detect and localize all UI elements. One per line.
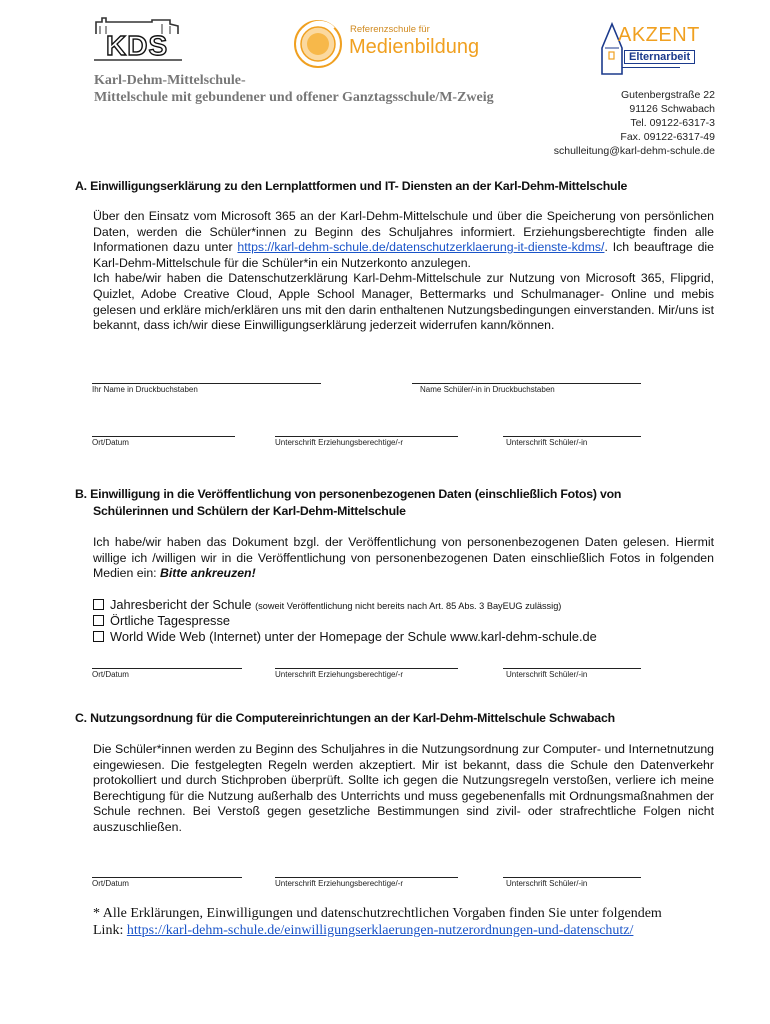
signature-line-date-c	[92, 877, 242, 878]
section-a-text	[93, 209, 714, 334]
section-a-p1-start: Über den Einsatz vom Microsoft 365 an der Karl-Dehm-Mittelschule und über die Speicherung von persönlichen Daten, werden die Schüler*innen zu Beginn des Schuljahres informiert. Erziehungsberechtigte finden alle Informationen dazu unter	[93, 209, 714, 255]
label-student-sign-a: Unterschrift Schüler/-in	[506, 438, 588, 447]
label-parent-name: Ihr Name in Druckbuchstaben	[92, 385, 198, 394]
kds-logo	[92, 14, 184, 66]
option-annual-report-label: Jahresbericht der Schule	[110, 597, 252, 612]
signature-line-parent-b	[275, 668, 458, 669]
signature-line-date-a	[92, 436, 235, 437]
school-address	[554, 88, 715, 158]
label-date-a: Ort/Datum	[92, 438, 129, 447]
address-fax: Fax. 09122-6317-49	[620, 131, 715, 143]
label-parent-sign-c: Unterschrift Erziehungsberechtige/-r	[275, 879, 404, 888]
section-b-p1: Ich habe/wir haben das Dokument bzgl. der Veröffentlichung von personenbezogenen Daten gelesen. Hiermit willige ich /willigen wir in die Veröffentlichung von personenbezogenen Daten einschließlich Fotos in folgenden Medien ein:	[93, 535, 714, 581]
section-b-text	[93, 535, 714, 582]
option-annual-report[interactable]	[93, 597, 561, 612]
checkbox-annual-report[interactable]	[93, 599, 104, 610]
school-header	[94, 72, 494, 106]
medienbildung-logo	[292, 18, 482, 70]
section-b-emphasis: Bitte ankreuzen!	[160, 566, 256, 581]
akzent-text: AKZENT	[618, 24, 700, 46]
label-date-b: Ort/Datum	[92, 670, 129, 679]
signature-line-parent-c	[275, 877, 458, 878]
elternarbeit-text: Elternarbeit	[624, 50, 695, 64]
medien-small-text: Referenzschule für	[350, 24, 430, 35]
signature-line-student-name	[412, 383, 641, 384]
label-date-c: Ort/Datum	[92, 879, 129, 888]
akzent-underline	[622, 67, 680, 68]
kds-logo-text: KDS	[106, 30, 169, 61]
section-c-text: Die Schüler*innen werden zu Beginn des Schuljahres in die Nutzungsordnung zur Computer- und Internetnutzung eingewiesen. Die festgelegten Regeln werden akzeptiert. Mir ist bekannt, dass die Schule den Datenverkehr protokolliert und durch Stichproben überprüft. Sollte ich gegen die Nutzungsregeln verstoßen, verliere ich meine Berechtigung für die Nutzung außerhalb des Unterrichts und muss gegebenenfalls mit Ordnungsmaßnahmen der Schule rechnen. Bei Verstoß gegen gesetzliche Bestimmungen sind zivil- oder strafrechtliche Folgen nicht auszuschließen.	[93, 742, 714, 834]
footnote-text: * Alle Erklärungen, Einwilligungen und datenschutzrechtlichen Vorgaben finden Sie unter folgendem Link:	[93, 906, 662, 938]
option-www[interactable]	[93, 629, 597, 644]
privacy-it-link[interactable]: https://karl-dehm-schule.de/datenschutzerklaerung-it-dienste-kdms/	[237, 240, 605, 255]
signature-line-student-b	[503, 668, 641, 669]
section-c-title: C. Nutzungsordnung für die Computereinrichtungen an der Karl-Dehm-Mittelschule Schwabach	[75, 711, 615, 725]
signature-line-student-c	[503, 877, 641, 878]
address-city: 91126 Schwabach	[629, 103, 715, 115]
option-local-press-label: Örtliche Tagespresse	[110, 613, 230, 628]
section-b-title	[75, 486, 621, 520]
checkbox-www[interactable]	[93, 631, 104, 642]
checkbox-local-press[interactable]	[93, 615, 104, 626]
section-b-title-line1: B. Einwilligung in die Veröffentlichung von personenbezogenen Daten (einschließlich Fotos) von	[75, 487, 622, 501]
school-name: Karl-Dehm-Mittelschule-	[94, 73, 246, 88]
signature-line-date-b	[92, 668, 242, 669]
school-subtitle: Mittelschule mit gebundener und offener Ganztagsschule/M-Zweig	[94, 90, 494, 105]
signature-line-student-a	[503, 436, 641, 437]
option-local-press[interactable]	[93, 613, 230, 628]
label-student-sign-b: Unterschrift Schüler/-in	[506, 670, 588, 679]
label-student-name: Name Schüler/-in in Druckbuchstaben	[420, 385, 555, 394]
signature-line-parent-a	[275, 436, 458, 437]
option-www-label: World Wide Web (Internet) unter der Homepage der Schule www.karl-dehm-schule.de	[110, 629, 597, 644]
option-annual-report-note: (soweit Veröffentlichung nicht bereits nach Art. 85 Abs. 3 BayEUG zulässig)	[255, 601, 562, 611]
akzent-logo	[598, 18, 716, 78]
label-parent-sign-b: Unterschrift Erziehungsberechtige/-r	[275, 670, 404, 679]
footnote-link[interactable]: https://karl-dehm-schule.de/einwilligungserklaerungen-nutzerordnungen-und-datenschutz/	[126, 923, 634, 938]
section-a-title: A. Einwilligungserklärung zu den Lernplattformen und IT- Diensten an der Karl-Dehm-Mittelschule	[75, 179, 628, 193]
label-parent-sign-a: Unterschrift Erziehungsberechtige/-r	[275, 438, 404, 447]
address-street: Gutenbergstraße 22	[621, 89, 715, 101]
address-email: schulleitung@karl-dehm-schule.de	[553, 145, 715, 157]
label-student-sign-c: Unterschrift Schüler/-in	[506, 879, 588, 888]
address-phone: Tel. 09122-6317-3	[630, 117, 715, 129]
footnote	[93, 905, 693, 939]
section-a-p2: Ich habe/wir haben die Datenschutzerklärung Karl-Dehm-Mittelschule zur Nutzung von Microsoft 365, Flipgrid, Quizlet, Adobe Creative Cloud, Apple School Manager, Bettermarks und Schulmanager- Online und mebis gelesen und erkläre mich/erklären uns mit den darin enthaltenen Nutzungsbedingungen einverstanden. Mir/uns ist bekannt, dass ich/wir diese Einwilligungserklärung jederzeit widerrufen kann/können.	[93, 271, 714, 333]
section-a-p1-end: . Ich beauftrage die Karl-Dehm-Mittelschule für die Schüler*in ein Nutzerkonto anzulegen.	[93, 240, 715, 270]
medien-big-text: Medienbildung	[349, 36, 480, 58]
section-b-title-line2: Schülerinnen und Schülern der Karl-Dehm-Mittelschule	[93, 504, 406, 518]
signature-line-parent-name	[92, 383, 321, 384]
